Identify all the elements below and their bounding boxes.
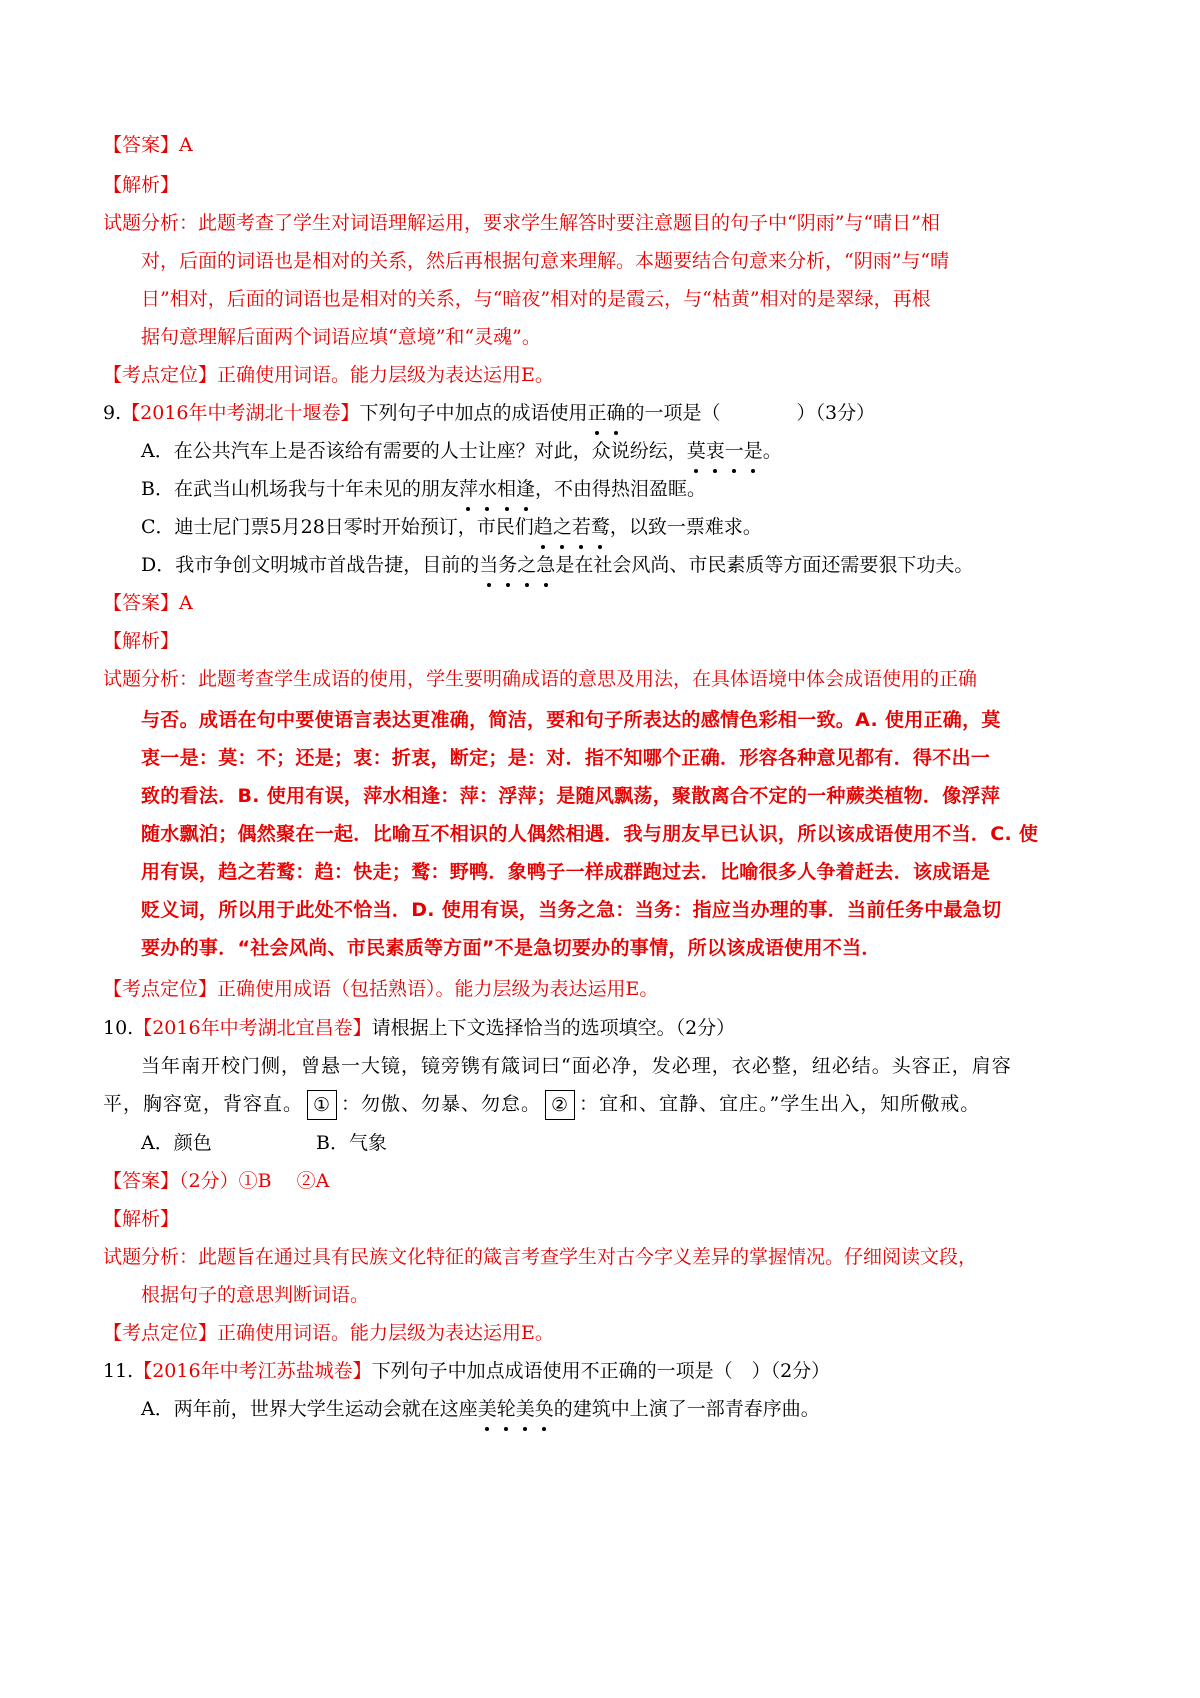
question-source: 【2016年中考江苏盐城卷】 bbox=[133, 1360, 372, 1382]
option-a bbox=[141, 438, 782, 464]
option-text: C．迪士尼门票5月28日零时开始预订，市民们 bbox=[141, 516, 534, 538]
answer-tag: 【答案】 bbox=[103, 134, 180, 156]
answer-line bbox=[103, 132, 193, 158]
option-a bbox=[141, 1396, 820, 1422]
passage-text: ：宜和、宜静、宜庄。”学生出入，知所儆戒。 bbox=[579, 1093, 981, 1115]
answer-tag: 【答案】 bbox=[103, 1170, 180, 1192]
kaodian-tag: 【考点定位】 bbox=[103, 1322, 218, 1344]
dotted-idiom: 趋之若鹜 bbox=[533, 516, 610, 538]
passage-text: 平，胸容宽，背容直。 bbox=[103, 1093, 304, 1115]
question-11-stem bbox=[103, 1358, 830, 1384]
question-stem-text: 请根据上下文选择恰当的选项填空。（2分） bbox=[371, 1017, 736, 1039]
kaodian-text: 正确使用词语。能力层级为表达运用E。 bbox=[217, 1322, 554, 1344]
analysis-line: 致的看法．B. 使用有误，萍水相逢：萍：浮萍；是随风飘荡，聚散离合不定的一种蕨类植物．像浮萍 bbox=[141, 785, 1001, 807]
dotted-word: 正确 bbox=[587, 402, 626, 424]
answer-line bbox=[103, 1168, 329, 1194]
question-10-stem bbox=[103, 1015, 735, 1041]
option-d bbox=[141, 552, 973, 578]
kaodian-tag: 【考点定位】 bbox=[103, 978, 218, 1000]
analysis-line: 日”相对，后面的词语也是相对的关系，与“暗夜”相对的是霞云，与“枯黄”相对的是翠绿，再根 bbox=[141, 288, 931, 310]
passage-line: 当年南开校门侧，曾悬一大镜，镜旁镌有箴词曰“面必净，发必理，衣必整，纽必结。头容正，肩容 bbox=[141, 1055, 1012, 1077]
option-b: B．气象 bbox=[316, 1132, 387, 1154]
analysis-line: 要办的事．“社会风尚、市民素质等方面”不是急切要办的事情，所以该成语使用不当． bbox=[141, 937, 881, 959]
kaodian-tag: 【考点定位】 bbox=[103, 364, 218, 386]
passage-text: ：勿傲、勿暴、勿怠。 bbox=[341, 1093, 542, 1115]
blank-box-2: ② bbox=[545, 1090, 575, 1120]
option-text: D．我市争创文明城市首战告捷，目前的 bbox=[141, 554, 480, 576]
analysis-line: 衷一是：莫：不；还是；衷：折衷，断定；是：对．指不知哪个正确．形容各种意见都有．得不出一 bbox=[141, 747, 991, 769]
dotted-idiom: 莫衷一是 bbox=[686, 440, 763, 462]
question-source: 【2016年中考湖北宜昌卷】 bbox=[133, 1017, 372, 1039]
analysis-tag: 【解析】 bbox=[103, 174, 180, 196]
question-source: 【2016年中考湖北十堰卷】 bbox=[121, 402, 360, 424]
dotted-idiom: 萍水相逢 bbox=[458, 478, 536, 500]
answer-value: A bbox=[179, 592, 193, 614]
question-stem-text: 下列句子中加点的成语使用 bbox=[359, 402, 588, 424]
question-number: 10. bbox=[103, 1017, 134, 1039]
option-text: ，以致一票难求。 bbox=[609, 516, 762, 538]
kaodian-line bbox=[103, 976, 658, 1002]
option-text: A．两年前，世界大学生运动会就在这座 bbox=[141, 1398, 478, 1420]
option-a: A．颜色 bbox=[141, 1132, 212, 1154]
option-text: 。 bbox=[762, 440, 782, 462]
kaodian-line bbox=[103, 362, 554, 388]
option-text: ，不由得热泪盈眶。 bbox=[535, 478, 707, 500]
question-9-stem bbox=[103, 400, 875, 426]
kaodian-text: 正确使用词语。能力层级为表达运用E。 bbox=[217, 364, 554, 386]
analysis-line: 试题分析：此题旨在通过具有民族文化特征的箴言考查学生对古今字义差异的掌握情况。仔细阅读文段， bbox=[103, 1246, 978, 1268]
analysis-tag: 【解析】 bbox=[103, 1208, 180, 1230]
analysis-line: 据句意理解后面两个词语应填“意境”和“灵魂”。 bbox=[141, 326, 541, 348]
answer-value: A bbox=[179, 134, 193, 156]
question-stem-text: 下列句子中加点成语使用不正确的一项是（ ）（2分） bbox=[371, 1360, 831, 1382]
question-number: 11. bbox=[103, 1360, 134, 1382]
kaodian-text: 正确使用成语（包括熟语）。能力层级为表达运用E。 bbox=[217, 978, 659, 1000]
passage-line bbox=[103, 1090, 980, 1120]
kaodian-line bbox=[103, 1320, 554, 1346]
analysis-line: 试题分析：此题考查了学生对词语理解运用，要求学生解答时要注意题目的句子中“阴雨”与“晴日”相 bbox=[103, 212, 940, 234]
analysis-line: 试题分析：此题考查学生成语的使用，学生要明确成语的意思及用法，在具体语境中体会成语使用的正确 bbox=[103, 668, 978, 690]
question-number: 9. bbox=[103, 402, 122, 424]
dotted-idiom: 美轮美奂 bbox=[477, 1398, 554, 1420]
analysis-line: 用有误，趋之若鹜：趋：快走；鹜：野鸭．象鸭子一样成群跑过去．比喻很多人争着赶去．该成语是 bbox=[141, 861, 991, 883]
option-b bbox=[141, 476, 706, 502]
answer-tag: 【答案】 bbox=[103, 592, 180, 614]
analysis-tag: 【解析】 bbox=[103, 630, 180, 652]
question-stem-text: 的一项是（ ）（3分） bbox=[625, 402, 876, 424]
analysis-line: 根据句子的意思判断词语。 bbox=[141, 1284, 370, 1306]
option-text: 是在社会风尚、市民素质等方面还需要狠下功夫。 bbox=[555, 554, 974, 576]
answer-line bbox=[103, 590, 193, 616]
analysis-line: 对，后面的词语也是相对的关系，然后再根据句意来理解。本题要结合句意来分析，“阴雨”与“晴 bbox=[141, 250, 950, 272]
answer-value: （2分）①B ②A bbox=[179, 1170, 330, 1192]
analysis-line: 贬义词，所以用于此处不恰当．D. 使用有误，当务之急：当务：指应当办理的事．当前任务中最急切 bbox=[141, 899, 1002, 921]
analysis-line: 随水飘泊；偶然聚在一起．比喻互不相识的人偶然相遇．我与朋友早已认识，所以该成语使用不当．C. 使 bbox=[141, 823, 1039, 845]
option-text: 的建筑中上演了一部青春序曲。 bbox=[553, 1398, 820, 1420]
option-text: B．在武当山机场我与十年未见的朋友 bbox=[141, 478, 459, 500]
blank-box-1: ① bbox=[307, 1090, 337, 1120]
option-c bbox=[141, 514, 762, 540]
option-text: A．在公共汽车上是否该给有需要的人士让座？对此，众说纷纭， bbox=[141, 440, 687, 462]
dotted-idiom: 当务之急 bbox=[479, 554, 556, 576]
analysis-line: 与否。成语在句中要使语言表达更准确，简洁，要和句子所表达的感情色彩相一致。A. 使用正确，莫 bbox=[141, 709, 1001, 731]
